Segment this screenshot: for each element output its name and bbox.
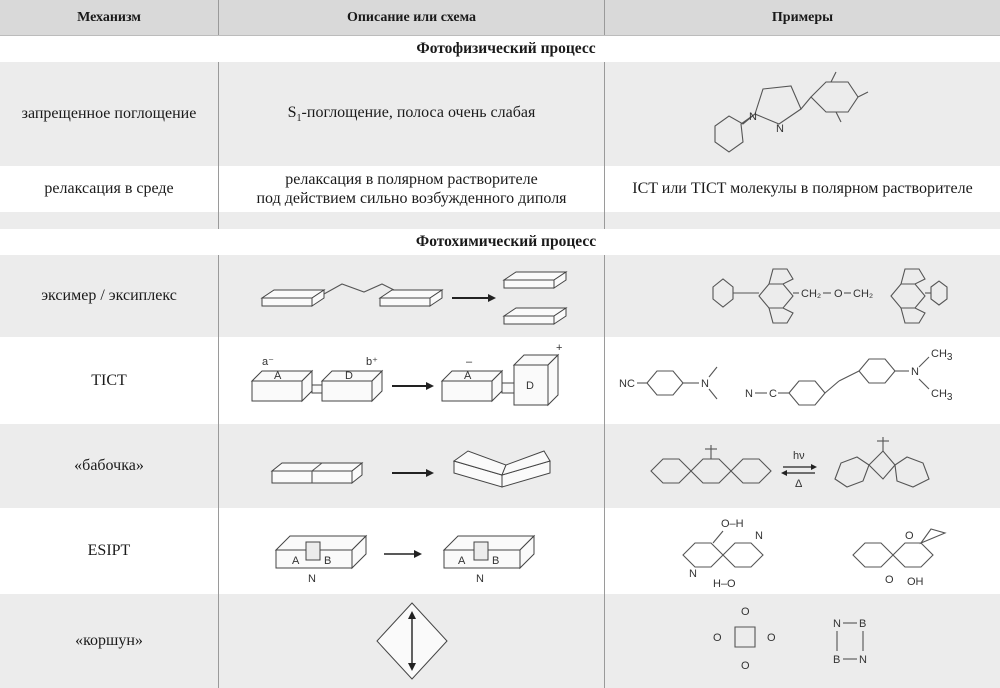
example-cell [605, 508, 1000, 594]
oh-top: O–H [720, 518, 744, 530]
o-label: O [833, 288, 843, 300]
tict-scheme-icon [242, 341, 582, 421]
tict-charge-b: b⁺ [365, 355, 378, 368]
table-header [0, 0, 1000, 36]
ch3-top: CH3 [930, 347, 952, 363]
n-bottom: N [858, 654, 867, 666]
n-label-2: N [744, 387, 753, 400]
scheme-cell [219, 424, 604, 508]
table-row [0, 62, 1000, 166]
n-label: N [700, 377, 709, 390]
mechanism-cell: «коршун» [75, 632, 143, 650]
c-label: C [768, 387, 777, 400]
ring-n-2: N [754, 530, 763, 542]
esipt-b2: B [491, 555, 499, 567]
column-divider [218, 62, 219, 229]
ch2-label-1: CH₂ [800, 288, 821, 300]
table-row [0, 508, 1000, 594]
butterfly-scheme-icon [262, 431, 562, 501]
tict-a2: A [463, 369, 471, 382]
esipt-molecules-icon [653, 511, 953, 591]
tict-d: D [344, 369, 353, 382]
header-examples: Примеры [771, 10, 834, 25]
esipt-a: A [291, 555, 299, 567]
table-row [0, 594, 1000, 688]
svg-text:N: N [748, 111, 757, 123]
example-cell [605, 337, 1000, 424]
esipt-n: N [307, 573, 316, 585]
section-photophysical: Фотофизический процесс [12, 36, 1000, 62]
oh-bottom: H–O [712, 578, 736, 590]
o-left: O [712, 632, 722, 644]
mechanism-cell: запрещенное поглощение [21, 105, 197, 123]
o-top: O [740, 606, 750, 618]
n-label-3: N [910, 365, 919, 378]
example-cell [605, 255, 1000, 337]
pyrazoline-structure-icon [703, 64, 903, 164]
example-cell [605, 62, 1000, 166]
esipt-a2: A [457, 555, 465, 567]
o-bottom: O [740, 660, 750, 672]
table-row [0, 166, 1000, 212]
oh-label: OH [906, 576, 923, 588]
kite-molecules-icon [683, 597, 923, 685]
mechanism-cell: релаксация в среде [44, 180, 174, 198]
column-divider [604, 0, 605, 35]
desc-sub: 1 [296, 113, 302, 125]
section-photochemical: Фотохимический процесс [12, 229, 1000, 255]
ch2-label-2: CH₂ [852, 288, 873, 300]
column-divider [604, 62, 605, 229]
scheme-cell [219, 594, 604, 688]
kite-scheme-icon [367, 597, 457, 685]
tict-minus: – [465, 355, 472, 368]
ring-n-1: N [688, 568, 697, 580]
tict-a: A [273, 369, 281, 382]
scheme-cell [219, 255, 604, 337]
b-top: B [858, 618, 866, 630]
esipt-scheme-icon [262, 512, 562, 590]
ring-o: O [904, 530, 914, 542]
header-mechanism: Механизм [77, 10, 141, 25]
desc-prefix: S [287, 103, 297, 121]
nc-label: NC [618, 377, 635, 390]
column-divider [604, 255, 605, 688]
n-top: N [832, 618, 841, 630]
esipt-n2: N [475, 573, 484, 585]
table-row [0, 337, 1000, 424]
desc-rest: -поглощение, полоса очень слабая [301, 103, 536, 121]
scheme-cell [219, 508, 604, 594]
mechanism-cell: TICT [91, 371, 127, 389]
o-right: O [766, 632, 776, 644]
tict-plus: + [555, 341, 562, 354]
example-cell: ICT или TICT молекулы в полярном растворителе [632, 180, 973, 198]
example-cell [605, 594, 1000, 688]
table-row [0, 424, 1000, 508]
excimer-scheme-icon [252, 260, 572, 332]
mechanism-cell: ESIPT [87, 542, 131, 560]
tict-charge-a: a⁻ [261, 355, 274, 368]
mechanism-cell: «бабочка» [74, 457, 144, 475]
svg-text:N: N [775, 123, 784, 135]
esipt-b: B [323, 555, 331, 567]
column-divider [218, 255, 219, 688]
mechanism-cell: эксимер / эксиплекс [41, 287, 177, 305]
delta-label: Δ [794, 478, 802, 490]
column-divider [218, 0, 219, 35]
table-row [0, 255, 1000, 337]
b-bottom: B [832, 654, 840, 666]
tict-d2: D [525, 379, 534, 392]
tict-molecules-icon [613, 341, 993, 421]
butterfly-molecule-icon [643, 427, 963, 505]
header-description: Описание или схема [346, 10, 477, 25]
desc-line2: под действием сильно возбужденного диполя [256, 190, 567, 207]
example-cell [605, 424, 1000, 508]
o-label: O [884, 574, 894, 586]
ch3-bottom: CH3 [930, 387, 952, 403]
spacer-row [0, 212, 1000, 229]
hv-label: hν [792, 450, 805, 462]
scheme-cell [219, 337, 604, 424]
desc-line1: релаксация в полярном растворителе [285, 170, 538, 188]
anthracene-structure-icon [653, 257, 953, 335]
description-cell [219, 166, 604, 212]
description-cell [219, 62, 604, 166]
